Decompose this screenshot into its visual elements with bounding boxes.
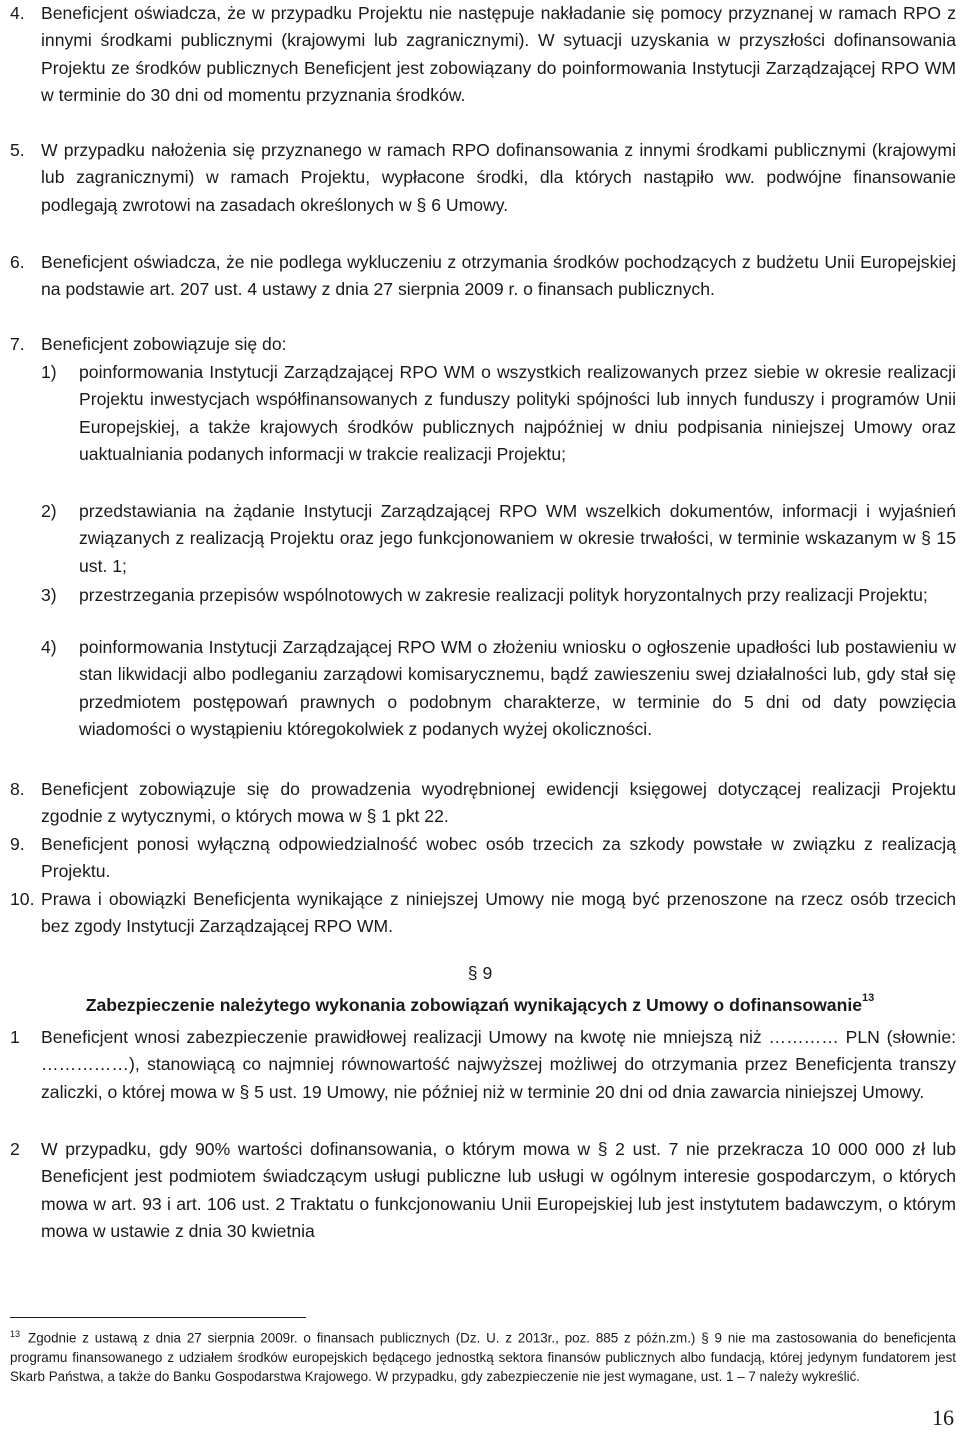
sub-item-text: poinformowania Instytucji Zarządzającej RPO WM o złożeniu wniosku o ogłoszenie upadłości lub postawieniu w stan likwidacji albo podleganiu zarządowi komisarycznemu, bądź zawieszeniu swej działalności lub, gdy stał się przedmiotem postępowań prawnych o podobnym charakterze, w terminie do 5 dni od daty powzięcia wiadomości o wystąpieniu któregokolwiek z podanych wyżej okoliczności. <box>79 637 956 740</box>
item-number: 5. <box>10 140 25 160</box>
sub-item-1 <box>41 359 956 469</box>
item-text: Beneficjent zobowiązuje się do: <box>41 334 287 354</box>
list-item-7 <box>10 331 956 358</box>
item-text: Prawa i obowiązki Beneficjenta wynikające z niniejszej Umowy nie mogą być przenoszone na rzecz osób trzecich bez zgody Instytucji Zarządzającej RPO WM. <box>41 889 956 937</box>
sub-item-text: przedstawiania na żądanie Instytucji Zarządzającej RPO WM wszelkich dokumentów, informacji i wyjaśnień związanych z realizacją Projektu oraz jego funkcjonowaniem w okresie trwałości, w terminie wskazanym w § 15 ust. 1; <box>79 501 956 576</box>
sub-item-text: poinformowania Instytucji Zarządzającej RPO WM o wszystkich realizowanych przez siebie w okresie realizacji Projektu inwestycjach współfinansowanych z funduszy polityki spójności lub innych funduszy i programów Unii Europejskiej, a także krajowych środków publicznych najpóźniej w dniu podpisania niniejszej Umowy oraz uaktualniania podanych informacji w trakcie realizacji Projektu; <box>79 362 956 465</box>
footnote-reference[interactable]: 13 <box>862 992 875 1004</box>
footnote-number: 13 <box>10 1329 21 1339</box>
footnote <box>10 1325 956 1387</box>
item-number: 10. <box>10 889 35 909</box>
section-item-number: 1 <box>10 1027 20 1047</box>
footnote-text: Zgodnie z ustawą z dnia 27 sierpnia 2009r. o finansach publicznych (Dz. U. z 2013r., poz. 885 z późn.zm.) § 9 nie ma zastosowania do beneficjenta programu finansowanego z udziałem środków europejskich będącego jednostką sektora finansów publicznych albo fundacją, której jedynym fundatorem jest Skarb Państwa, a także do Banku Gospodarstwa Krajowego. W przypadku, gdy zabezpieczenie nie jest wymagane, ust. 1 – 7 należy wykreślić. <box>10 1330 956 1385</box>
item-number: 9. <box>10 834 25 854</box>
section-item-text: Beneficjent wnosi zabezpieczenie prawidłowej realizacji Umowy na kwotę nie mniejszą niż ………… PLN (słownie: ……………), stanowiącą co najmniej równowartość najwyższej możliwej do otrzymania przez Beneficjenta transzy zaliczki, o której mowa w § 5 ust. 19 Umowy, nie później niż w terminie 20 dni od dnia zawarcia niniejszej Umowy. <box>41 1027 956 1102</box>
section-item-2 <box>10 1136 956 1246</box>
sub-item-4 <box>41 634 956 744</box>
sub-item-number: 4) <box>41 637 57 657</box>
list-item-6 <box>10 249 956 304</box>
item-text: Beneficjent oświadcza, że w przypadku Projektu nie następuje nakładanie się pomocy przyznanej w ramach RPO z innymi środkami publicznymi (krajowymi lub zagranicznymi). W sytuacji uzyskania w przyszłości dofinansowania Projektu ze środków publicznych Beneficjent jest zobowiązany do poinformowania Instytucji Zarządzającej RPO WM w terminie do 30 dni od momentu przyznania środków. <box>41 3 956 106</box>
sub-item-text: przestrzegania przepisów wspólnotowych w zakresie realizacji polityk horyzontalnych przy realizacji Projektu; <box>79 585 928 605</box>
sub-item-2 <box>41 498 956 580</box>
list-item-5 <box>10 137 956 219</box>
item-text: Beneficjent zobowiązuje się do prowadzenia wyodrębnionej ewidencji księgowej dotyczącej realizacji Projektu zgodnie z wytycznymi, o których mowa w § 1 pkt 22. <box>41 779 956 827</box>
item-text: Beneficjent oświadcza, że nie podlega wykluczeniu z otrzymania środków pochodzących z budżetu Unii Europejskiej na podstawie art. 207 ust. 4 ustawy z dnia 27 sierpnia 2009 r. o finansach publicznych. <box>41 252 956 300</box>
sub-item-3 <box>41 582 956 609</box>
item-text: W przypadku nałożenia się przyznanego w ramach RPO dofinansowania z innymi środkami publicznymi (krajowymi lub zagranicznymi) w ramach Projektu, wypłacone środki, dla których nastąpiło ww. podwójne finansowanie podlegają zwrotowi na zasadach określonych w § 6 Umowy. <box>41 140 956 215</box>
section-heading-text: Zabezpieczenie należytego wykonania zobowiązań wynikających z Umowy o dofinansowanie <box>85 994 863 1015</box>
list-item-9 <box>10 831 956 886</box>
section-item-1 <box>10 1024 956 1106</box>
section-sign: § 9 <box>467 963 493 983</box>
list-item-8 <box>10 776 956 831</box>
list-item-10 <box>10 886 956 941</box>
list-item-4 <box>10 0 956 110</box>
item-number: 7. <box>10 334 25 354</box>
item-number: 8. <box>10 779 25 799</box>
page-number: 16 <box>932 1405 954 1430</box>
item-text: Beneficjent ponosi wyłączną odpowiedzialność wobec osób trzecich za szkody powstałe w związku z realizacją Projektu. <box>41 834 956 882</box>
footnote-separator <box>10 1317 306 1318</box>
section-item-number: 2 <box>10 1139 20 1159</box>
sub-item-number: 2) <box>41 501 57 521</box>
item-number: 6. <box>10 252 25 272</box>
item-number: 4. <box>10 3 25 23</box>
section-item-text: W przypadku, gdy 90% wartości dofinansowania, o którym mowa w § 2 ust. 7 nie przekracza 10 000 000 zł lub Beneficjent jest podmiotem świadczącym usługi publiczne lub usługi w ogólnym interesie gospodarczym, o których mowa w art. 93 i art. 106 ust. 2 Traktatu o funkcjonowaniu Unii Europejskiej lub jest instytutem badawczym, o którym mowa w ustawie z dnia 30 kwietnia <box>41 1139 956 1242</box>
section-heading <box>0 988 960 1019</box>
sub-item-number: 1) <box>41 362 57 382</box>
sub-item-number: 3) <box>41 585 57 605</box>
